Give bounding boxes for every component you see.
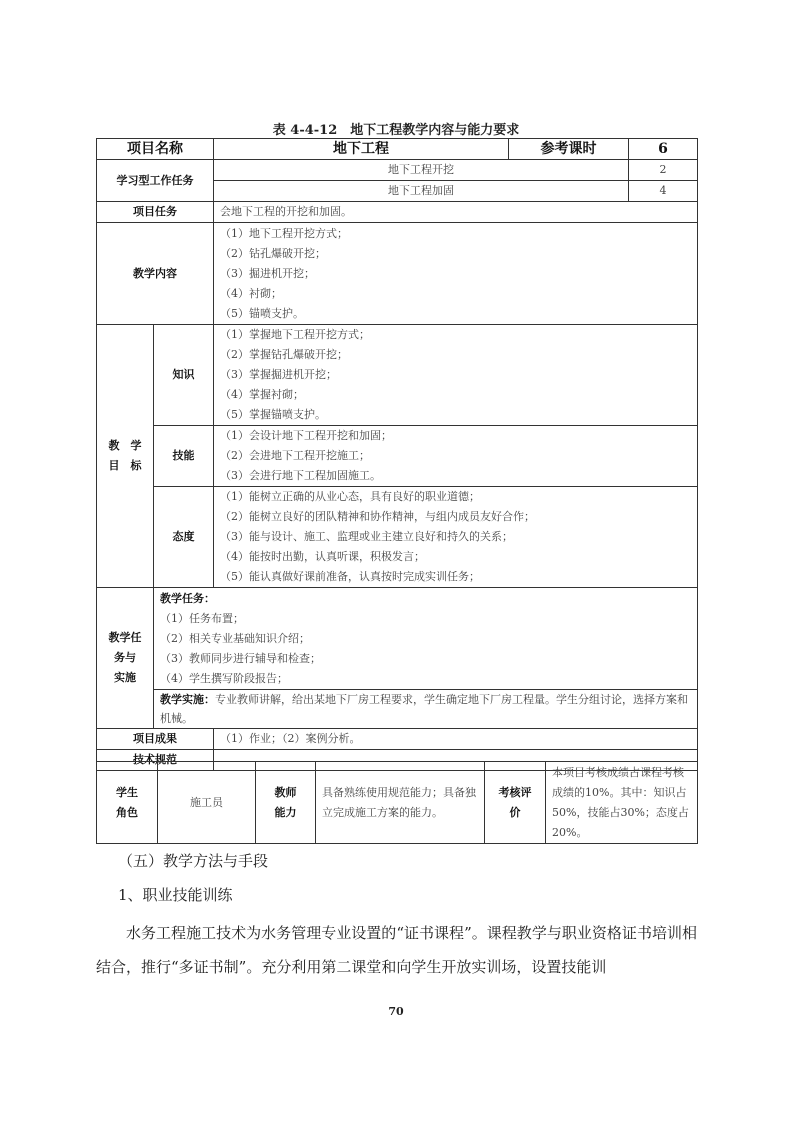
- student-role-value: 施工员: [158, 762, 256, 844]
- list-item: （5）能认真做好课前准备，认真按时完成实训任务；: [220, 570, 480, 583]
- label-line: 价: [509, 805, 521, 819]
- assessment-label: [485, 762, 546, 844]
- list-item: （2）相关专业基础知识介绍；: [160, 631, 310, 645]
- result-value: （1）作业；（2）案例分析。: [214, 729, 698, 750]
- student-role-label: [97, 762, 158, 844]
- list-item: （2）钻孔爆破开挖；: [220, 246, 326, 260]
- task-name: 地下工程加固: [214, 181, 629, 202]
- project-task-label: 项目任务: [97, 202, 214, 223]
- list-item: （4）学生撰写阶段报告；: [160, 671, 288, 685]
- list-item: （3）能与设计、施工、监理或业主建立良好和持久的关系；: [220, 530, 513, 543]
- list-item: （5）掌握锚喷支护。: [220, 408, 326, 421]
- implementation-title: 教学实施：: [160, 693, 215, 706]
- roles-table: [96, 761, 698, 844]
- list-item: （2）掌握钻孔爆破开挖；: [220, 348, 348, 361]
- teaching-implementation: [154, 690, 698, 729]
- teaching-content-table: [96, 138, 698, 771]
- attitude-list: [214, 487, 698, 588]
- list-item: （2）会进地下工程开挖施工；: [220, 449, 370, 462]
- work-task-label: 学习型工作任务: [97, 160, 214, 202]
- project-name-value: 地下工程: [214, 139, 509, 160]
- task-hours: 2: [629, 160, 698, 181]
- teaching-tasks-title: 教学任务：: [160, 591, 215, 605]
- table-caption: 表 4-4-12 地下工程教学内容与能力要求: [272, 123, 520, 138]
- content-list: [214, 223, 698, 325]
- body-paragraph: 水务工程施工技术为水务管理专业设置的“证书课程”。课程教学与职业资格证书培训相结合，推行“多证书制”。充分利用第二课堂和向学生开放实训场，设置技能训: [96, 924, 697, 976]
- list-item: （2）能树立良好的团队精神和协作精神，与组内成员友好合作；: [220, 510, 535, 523]
- list-item: （1）任务布置；: [160, 611, 244, 625]
- teaching-tasks: [154, 588, 698, 690]
- goals-label: [97, 325, 154, 588]
- task-name: 地下工程开挖: [214, 160, 629, 181]
- hours-value: 6: [629, 139, 698, 160]
- implementation-label-line: 务与: [114, 651, 136, 664]
- label-line: 能力: [274, 805, 297, 819]
- project-name-label: 项目名称: [97, 139, 214, 160]
- label-line: 考核评: [498, 785, 532, 799]
- task-hours: 4: [629, 181, 698, 202]
- result-label: 项目成果: [97, 729, 214, 750]
- implementation-label-line: 教学任: [108, 631, 142, 644]
- list-item: （1）地下工程开挖方式；: [220, 226, 348, 240]
- page-number: 70: [388, 1005, 404, 1018]
- list-item: （3）掘进机开挖；: [220, 266, 315, 280]
- assessment-value: 本项目考核成绩占课程考核成绩的10%。其中：知识占50%，技能占30%；态度占20%。: [546, 762, 698, 844]
- subsection-heading: 1、职业技能训练: [118, 886, 233, 904]
- skills-label: 技能: [154, 426, 214, 487]
- list-item: （4）能按时出勤，认真听课，积极发言；: [220, 550, 425, 563]
- list-item: （3）会进行地下工程加固施工。: [220, 469, 381, 482]
- label-line: 学生: [116, 785, 138, 799]
- project-task-value: 会地下工程的开挖和加固。: [214, 202, 698, 223]
- list-item: （4）掌握衬砌；: [220, 388, 304, 401]
- label-line: 教师: [274, 785, 297, 799]
- section-heading: （五）教学方法与手段: [118, 852, 269, 870]
- list-item: （5）锚喷支护。: [220, 306, 304, 320]
- list-item: （3）教师同步进行辅导和检查；: [160, 651, 321, 665]
- teacher-ability-value: 具备熟练使用规范能力；具备独立完成施工方案的能力。: [316, 762, 485, 844]
- list-item: （1）能树立正确的从业心态，具有良好的职业道德；: [220, 490, 480, 503]
- implementation-label: [97, 588, 154, 729]
- list-item: （3）掌握掘进机开挖；: [220, 368, 337, 381]
- implementation-label-line: 实施: [114, 671, 136, 684]
- list-item: （1）会设计地下工程开挖和加固；: [220, 429, 392, 442]
- goals-label-line: 目 标: [108, 459, 142, 472]
- goals-label-line: 教 学: [108, 439, 142, 452]
- label-line: 角色: [116, 805, 138, 819]
- implementation-text: 专业教师讲解，给出某地下厂房工程要求，学生确定地下厂房工程量。学生分组讨论，选择方案和机械。: [160, 693, 688, 725]
- skills-list: [214, 426, 698, 487]
- teacher-ability-label: [256, 762, 316, 844]
- hours-label: 参考课时: [509, 139, 629, 160]
- standard-label: 技术规范: [97, 750, 214, 771]
- content-label: 教学内容: [97, 223, 214, 325]
- attitude-label: 态度: [154, 487, 214, 588]
- list-item: （4）衬砌；: [220, 286, 282, 300]
- knowledge-list: [214, 325, 698, 426]
- knowledge-label: 知识: [154, 325, 214, 426]
- list-item: （1）掌握地下工程开挖方式；: [220, 328, 370, 341]
